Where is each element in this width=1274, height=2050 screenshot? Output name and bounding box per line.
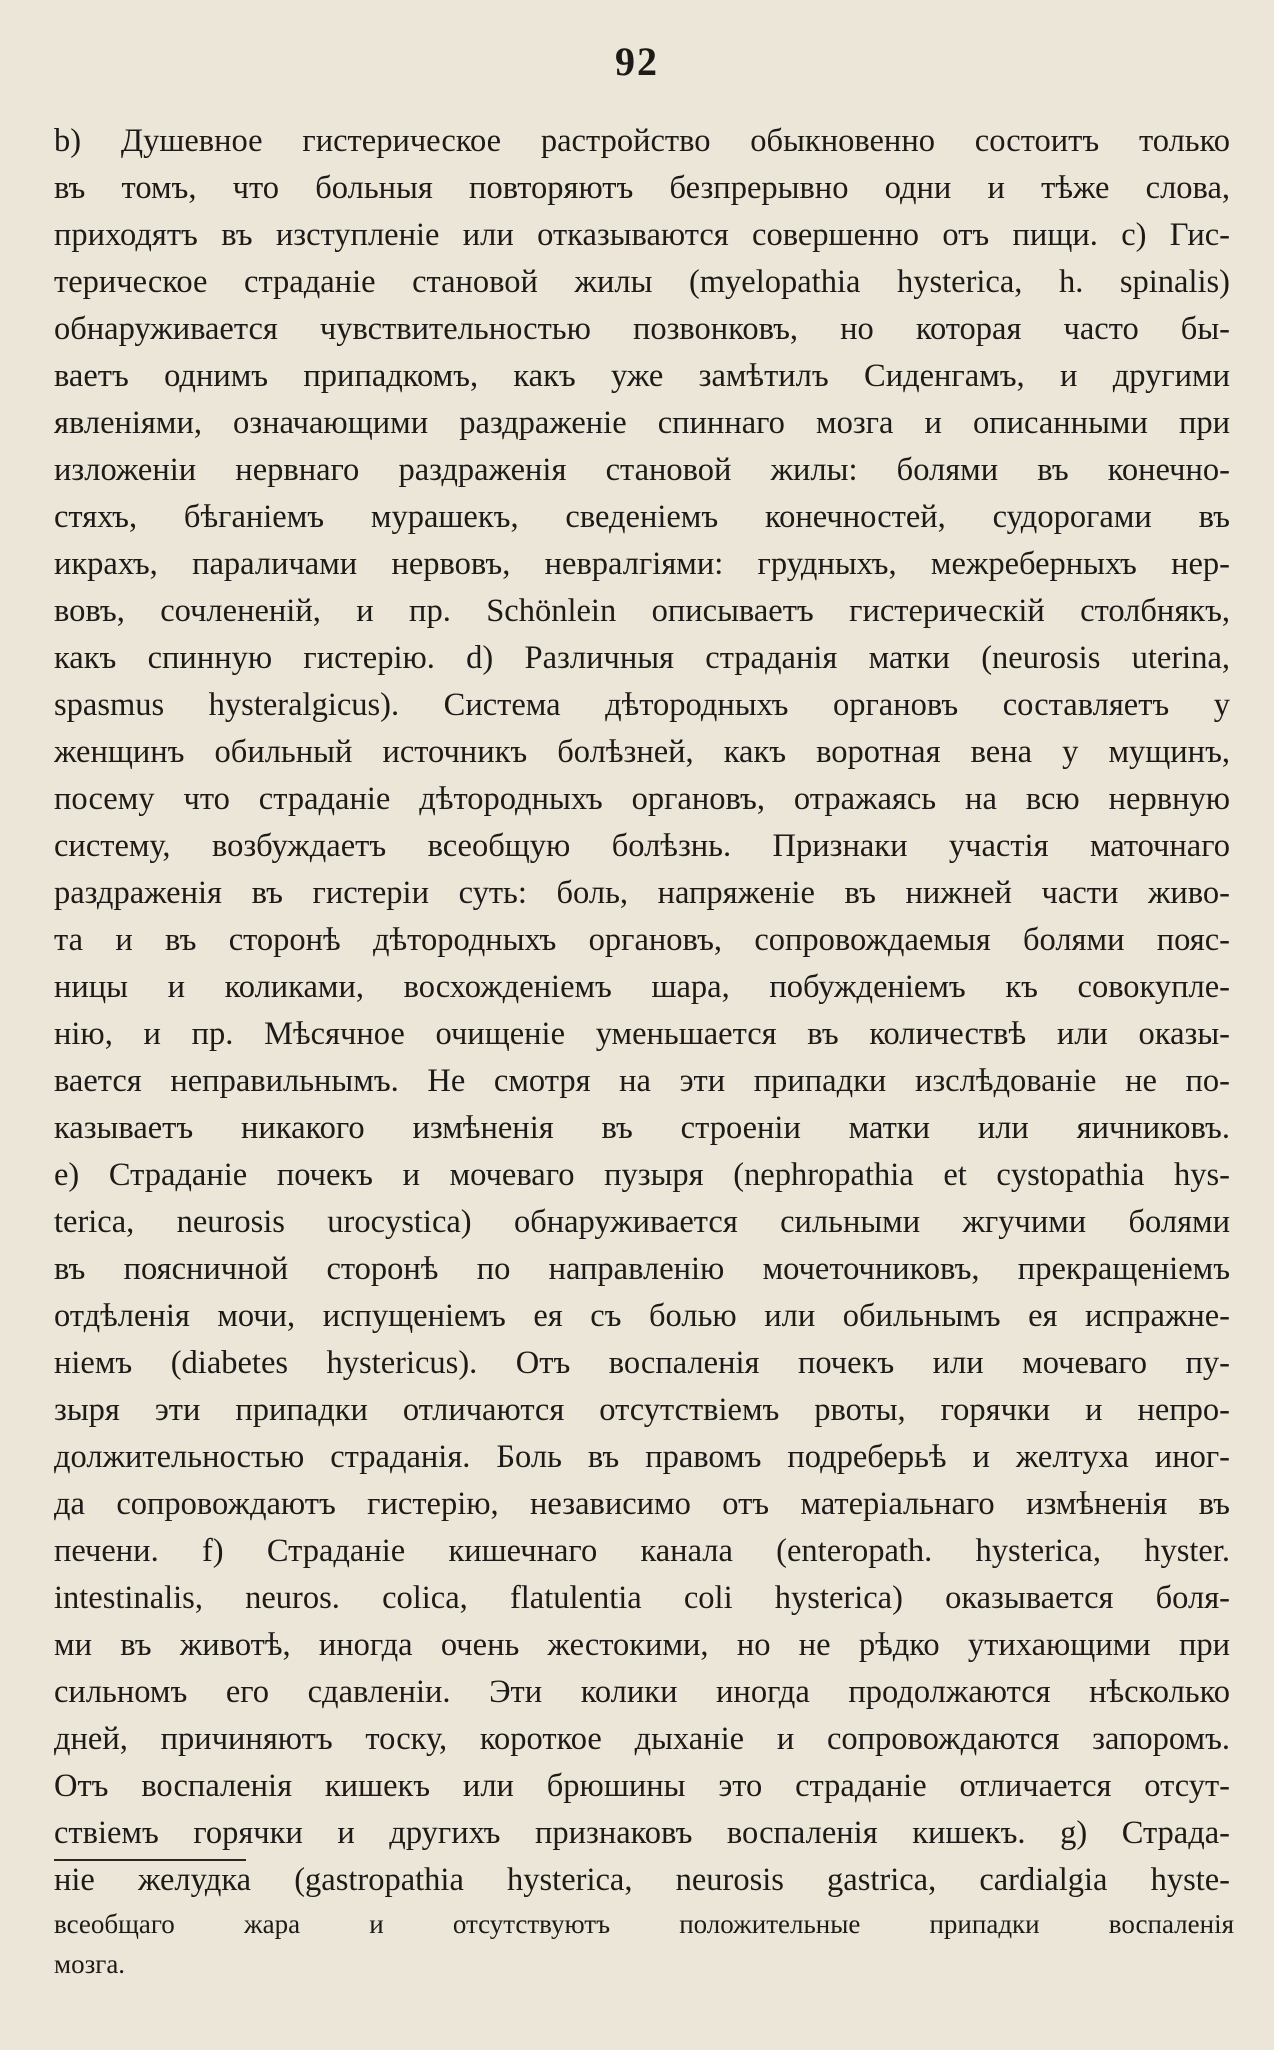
text-line: зыря эти припадки отличаются отсутствіемъ рвоты, горячки и непро- — [54, 1392, 1230, 1428]
text-line: въ томъ, что больныя повторяютъ безпрерывно одни и тѣже слова, — [54, 170, 1230, 206]
text-line: ми въ животѣ, иногда очень жестокими, но не рѣдко утихающими при — [54, 1627, 1230, 1663]
text-line: терическое страданіе становой жилы (myelopathia hysterica, h. spinalis) — [54, 264, 1230, 300]
text-line: дней, причиняютъ тоску, короткое дыханіе и сопровождаются запоромъ. — [54, 1721, 1230, 1757]
text-line: явленіями, означающими раздраженіе спиннаго мозга и описанными при — [54, 405, 1230, 441]
text-line: казываетъ никакого измѣненія въ строеніи матки или яичниковъ. — [54, 1110, 1230, 1146]
text-line: сильномъ его сдавленіи. Эти колики иногда продолжаются нѣсколько — [54, 1674, 1230, 1710]
text-line: икрахъ, параличами нервовъ, невралгіями: грудныхъ, межреберныхъ нер- — [54, 546, 1230, 582]
footnote-line: всеобщаго жара и отсутствуютъ положительные припадки воспаленія — [54, 1909, 1234, 1939]
text-line: terica, neurosis urocystica) обнаруживается сильными жгучими болями — [54, 1204, 1230, 1240]
text-line: ніе желудка (gastropathia hysterica, neurosis gastrica, cardialgia hyste- — [54, 1862, 1230, 1898]
text-line: обнаруживается чувствительностью позвонковъ, но которая часто бы- — [54, 311, 1230, 347]
text-line: печени. f) Страданіе кишечнаго канала (enteropath. hysterica, hyster. — [54, 1533, 1230, 1569]
text-line: вовъ, сочлененій, и пр. Schönlein описываетъ гистерическій столбнякъ, — [54, 593, 1230, 629]
text-line: ницы и коликами, восхожденіемъ шара, побужденіемъ къ совокупле- — [54, 969, 1230, 1005]
text-line: да сопровождаютъ гистерію, независимо отъ матеріальнаго измѣненія въ — [54, 1486, 1230, 1522]
text-line: та и въ сторонѣ дѣтородныхъ органовъ, сопровождаемыя болями пояс- — [54, 922, 1230, 958]
text-line: изложеніи нервнаго раздраженія становой жилы: болями въ конечно- — [54, 452, 1230, 488]
text-line: вается неправильнымъ. Не смотря на эти припадки изслѣдованіе не по- — [54, 1063, 1230, 1099]
text-line: раздраженія въ гистеріи суть: боль, напряженіе въ нижней части живо- — [54, 875, 1230, 911]
text-line: ствіемъ горячки и другихъ признаковъ воспаленія кишекъ. g) Страда- — [54, 1815, 1230, 1851]
text-line: ваетъ однимъ припадкомъ, какъ уже замѣтилъ Сиденгамъ, и другими — [54, 358, 1230, 394]
text-line: приходятъ въ изступленіе или отказываются совершенно отъ пищи. c) Гис- — [54, 217, 1230, 253]
footnote-divider — [54, 1859, 246, 1861]
text-line: e) Страданіе почекъ и мочеваго пузыря (nephropathia et cystopathia hys- — [54, 1157, 1230, 1193]
text-line: b) Душевное гистерическое растройство обыкновенно состоитъ только — [54, 123, 1230, 159]
text-line: ніемъ (diabetes hystericus). Отъ воспаленія почекъ или мочеваго пу- — [54, 1345, 1230, 1381]
text-line: какъ спинную гистерію. d) Различныя страданія матки (neurosis uterina, — [54, 640, 1230, 676]
text-line: посему что страданіе дѣтородныхъ органовъ, отражаясь на всю нервную — [54, 781, 1230, 817]
text-line: должительностью страданія. Боль въ правомъ подреберьѣ и желтуха иног- — [54, 1439, 1230, 1475]
page-number: 92 — [615, 39, 659, 84]
text-line: женщинъ обильный источникъ болѣзней, какъ воротная вена у мущинъ, — [54, 734, 1230, 770]
text-line: нію, и пр. Мѣсячное очищеніе уменьшается въ количествѣ или оказы- — [54, 1016, 1230, 1052]
text-line: Отъ воспаленія кишекъ или брюшины это страданіе отличается отсут- — [54, 1768, 1230, 1804]
text-line: стяхъ, бѣганіемъ мурашекъ, сведеніемъ конечностей, судорогами въ — [54, 499, 1230, 535]
body-text — [54, 118, 1230, 1904]
text-line: отдѣленія мочи, испущеніемъ ея съ болью или обильнымъ ея испражне- — [54, 1298, 1230, 1334]
text-line: систему, возбуждаетъ всеобщую болѣзнь. Признаки участія маточнаго — [54, 828, 1230, 864]
text-line: въ поясничной сторонѣ по направленію мочеточниковъ, прекращеніемъ — [54, 1251, 1230, 1287]
footnote — [54, 1904, 1234, 1984]
footnote-line: мозга. — [54, 1949, 126, 1979]
text-line: spasmus hysteralgicus). Система дѣтородныхъ органовъ составляетъ у — [54, 687, 1230, 723]
text-line: intestinalis, neuros. colica, flatulentia coli hysterica) оказывается боля- — [54, 1580, 1230, 1616]
